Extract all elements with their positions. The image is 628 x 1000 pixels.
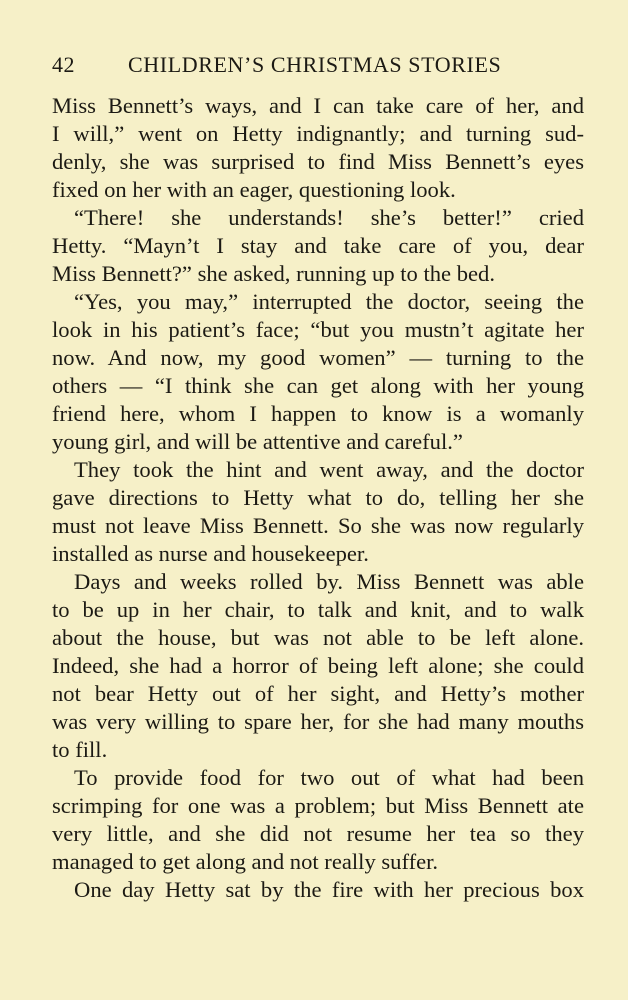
text-line: to be up in her chair, to talk and knit, and to walk [52,597,584,622]
text-line: was very willing to spare her, for she had many mouths [52,709,584,734]
text-line: friend here, whom I happen to know is a womanly [52,401,584,426]
text-line: Hetty. “Mayn’t I stay and take care of you, dear [52,233,584,258]
text-line: Days and weeks rolled by. Miss Bennett was able [74,569,584,594]
text-line: denly, she was surprised to find Miss Bennett’s eyes [52,149,584,174]
text-line: scrimping for one was a problem; but Miss Bennett ate [52,793,584,818]
text-line: fixed on her with an eager, questioning look. [52,177,456,202]
text-line: must not leave Miss Bennett. So she was now regularly [52,513,584,538]
body-text [52,92,584,904]
text-line: others — “I think she can get along with her young [52,373,584,398]
text-line: I will,” went on Hetty indignantly; and turning sud- [52,121,584,146]
text-line: Miss Bennett?” she asked, running up to the bed. [52,261,496,286]
page-header [52,52,584,84]
text-line: “There! she understands! she’s better!” cried [74,205,584,230]
running-head: CHILDREN’S CHRISTMAS STORIES [128,52,502,77]
text-line: to fill. [52,737,108,762]
text-line: look in his patient’s face; “but you mustn’t agitate her [52,317,584,342]
text-line: gave directions to Hetty what to do, telling her she [52,485,584,510]
text-line: They took the hint and went away, and the doctor [74,457,584,482]
text-line: Miss Bennett’s ways, and I can take care of her, and [52,93,584,118]
text-line: installed as nurse and housekeeper. [52,541,369,566]
text-line: about the house, but was not able to be left alone. [52,625,584,650]
text-line: Indeed, she had a horror of being left alone; she could [52,653,584,678]
text-line: “Yes, you may,” interrupted the doctor, seeing the [74,289,584,314]
text-line: managed to get along and not really suffer. [52,849,439,874]
text-line: not bear Hetty out of her sight, and Hetty’s mother [52,681,584,706]
text-line: very little, and she did not resume her tea so they [52,821,584,846]
text-line: One day Hetty sat by the fire with her precious box [74,877,584,902]
page-number: 42 [52,52,75,77]
text-line: now. And now, my good women” — turning to the [52,345,584,370]
text-line: To provide food for two out of what had been [74,765,584,790]
text-line: young girl, and will be attentive and careful.” [52,429,463,454]
